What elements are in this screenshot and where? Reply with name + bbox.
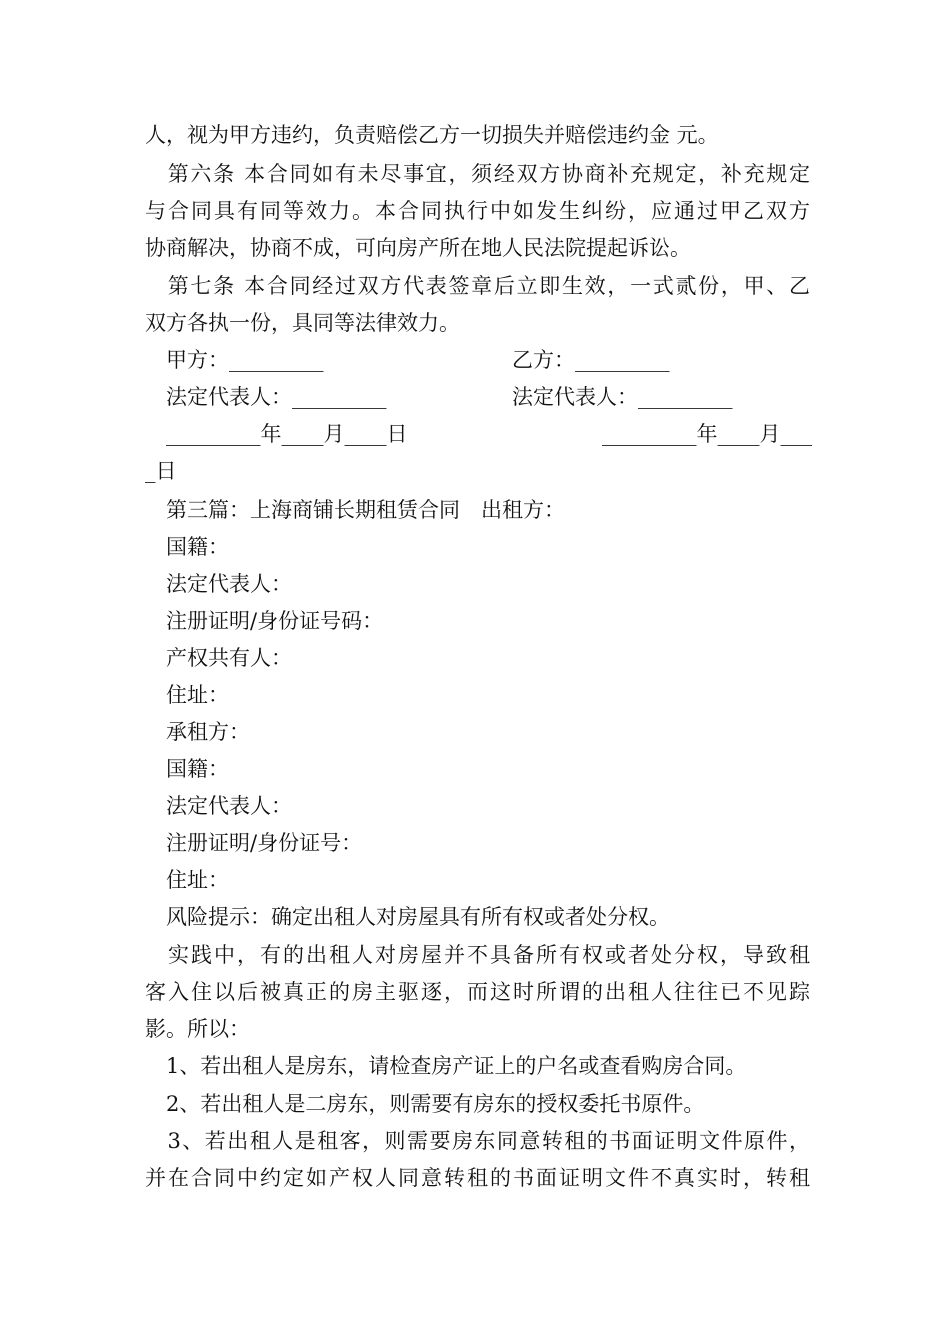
- party-b-date-continued: _日: [145, 459, 177, 483]
- list-item: 1、若出租人是房东，请检查房产证上的户名或查看购房合同。: [145, 1054, 747, 1078]
- list-item: 2、若出租人是二房东，则需要有房东的授权委托书原件。: [145, 1092, 705, 1116]
- section-title: 第三篇：上海商铺长期租赁合同 出租方：: [145, 498, 565, 522]
- paragraph-line: 影。所以：: [145, 1017, 250, 1041]
- form-field-label: 国籍：: [145, 757, 229, 781]
- party-b-date: _________年____月___: [602, 422, 812, 446]
- risk-tip: 风险提示：确定出租人对房屋具有所有权或者处分权。: [145, 905, 670, 929]
- paragraph-line: 与合同具有同等效力。本合同执行中如发生纠纷，应通过甲乙双方: [145, 199, 810, 223]
- form-field-label: 承租方：: [145, 720, 250, 744]
- paragraph-line: 实践中，有的出租人对房屋并不具备所有权或者处分权，导致租: [145, 943, 810, 967]
- party-b-signature: 乙方：_________: [512, 348, 670, 372]
- party-b-representative: 法定代表人：_________: [512, 385, 733, 409]
- paragraph-line: 第七条 本合同经过双方代表签章后立即生效，一式贰份，甲、乙: [145, 274, 810, 298]
- list-item: 3、若出租人是租客，则需要房东同意转租的书面证明文件原件，: [145, 1129, 810, 1153]
- form-field-label: 产权共有人：: [145, 646, 292, 670]
- paragraph-line: 协商解决，协商不成，可向房产所在地人民法院提起诉讼。: [145, 236, 691, 260]
- form-field-label: 注册证明/身份证号码：: [145, 609, 384, 633]
- party-a-date: _________年____月____日: [145, 422, 408, 446]
- paragraph-line: 双方各执一份，具同等法律效力。: [145, 311, 460, 335]
- form-field-label: 法定代表人：: [145, 572, 292, 596]
- paragraph-line: 第六条 本合同如有未尽事宜，须经双方协商补充规定，补充规定: [145, 162, 810, 186]
- paragraph-line: 并在合同中约定如产权人同意转租的书面证明文件不真实时，转租: [145, 1166, 810, 1190]
- form-field-label: 注册证明/身份证号：: [145, 831, 363, 855]
- form-field-label: 国籍：: [145, 535, 229, 559]
- party-a-signature: 甲方：_________: [145, 348, 324, 372]
- form-field-label: 住址：: [145, 868, 229, 892]
- paragraph-line: 人，视为甲方违约，负责赔偿乙方一切损失并赔偿违约金 元。: [145, 123, 719, 147]
- form-field-label: 法定代表人：: [145, 794, 292, 818]
- paragraph-line: 客入住以后被真正的房主驱逐，而这时所谓的出租人往往已不见踪: [145, 980, 810, 1004]
- party-a-representative: 法定代表人：_________: [145, 385, 387, 409]
- form-field-label: 住址：: [145, 683, 229, 707]
